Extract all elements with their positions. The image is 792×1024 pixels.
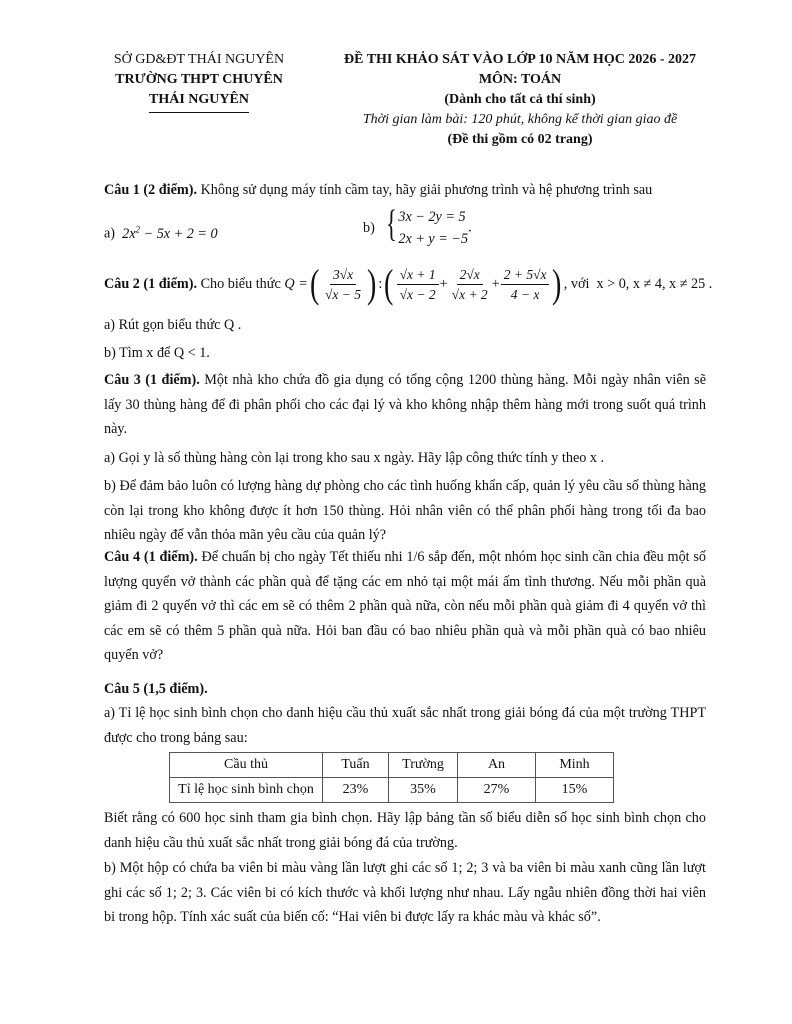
- department-name: SỞ GD&ĐT THÁI NGUYÊN: [113, 52, 285, 67]
- brace-icon: {: [386, 203, 398, 245]
- system-eq-1: 3x − 2y = 5: [398, 209, 466, 225]
- fraction-4-num: 2 + 5√x: [501, 266, 550, 285]
- table-header-cell: Trường: [389, 753, 458, 778]
- question-1a-equation: [122, 226, 218, 242]
- question-5a-task: Biết rằng có 600 học sinh tham gia bình chọn. Hãy lập bảng tần số biểu diễn số học sinh bình chọn cho danh hiệu cầu thủ xuất sắc nhất trong giải bóng đá của trường.: [104, 810, 706, 851]
- q-variable: Q =: [284, 275, 308, 292]
- table-header-cell: Cầu thủ: [170, 753, 323, 778]
- question-1: [104, 179, 706, 201]
- table-cell: 35%: [389, 778, 458, 803]
- question-3-text: Một nhà kho chứa đồ gia dụng có tổng cộng 1200 thùng hàng. Mỗi ngày nhân viên sẽ lấy 30 thùng hàng để đi phân phối cho các đại lý và kho không nhập thêm hàng mới trong suốt quá trình này.: [104, 372, 706, 437]
- question-3: [104, 368, 706, 442]
- right-paren: ): [367, 261, 377, 306]
- plus-sign: +: [491, 275, 500, 292]
- question-1a-label: a): [104, 225, 116, 242]
- question-5b: b) Một hộp có chứa ba viên bi màu vàng lần lượt ghi các số 1; 2; 3 và ba viên bi màu xanh cũng lần lượt ghi các số 1; 2; 3. Các viên bi có kích thước và khối lượng như nhau. Lấy ngẫu nhiên đồng thời hai viên bi trong hộp. Tính xác suất của biến cố: “Hai viên bi được lấy ra khác màu và khác số”.: [104, 860, 706, 925]
- question-3-label: Câu 3 (1 điểm).: [104, 372, 200, 388]
- exam-header: [320, 50, 720, 150]
- equation-system: [386, 203, 469, 250]
- fraction-3: [449, 266, 491, 303]
- exam-audience: (Dành cho tất cả thí sinh): [444, 92, 596, 107]
- divide-sign: :: [378, 275, 383, 292]
- question-1a: [104, 218, 218, 245]
- exam-pages: (Đề thi gồm có 02 trang): [447, 132, 593, 147]
- question-2b: b) Tìm x để Q < 1.: [104, 345, 210, 361]
- question-4: [104, 545, 706, 668]
- question-5-label: Câu 5 (1,5 điểm).: [104, 681, 208, 697]
- fraction-4-den: 4 − x: [510, 286, 540, 302]
- question-1b-label: b): [363, 219, 375, 236]
- table-cell: 27%: [458, 778, 536, 803]
- system-eq-2: 2x + y = −5: [398, 231, 469, 247]
- fraction-2-den: √x − 2: [399, 286, 436, 302]
- fraction-1-num: 3√x: [330, 266, 356, 285]
- question-2: [104, 259, 712, 309]
- table-header-cell: An: [458, 753, 536, 778]
- school-header: [92, 50, 306, 113]
- question-2-label: Câu 2 (1 điểm).: [104, 275, 198, 292]
- left-paren: (: [384, 261, 394, 306]
- question-2a: a) Rút gọn biểu thức Q .: [104, 317, 242, 333]
- left-paren: (: [309, 261, 320, 306]
- question-1-text: Không sử dụng máy tính cầm tay, hãy giải phương trình và hệ phương trình sau: [197, 182, 653, 198]
- exam-title: ĐỀ THI KHẢO SÁT VÀO LỚP 10 NĂM HỌC 2026 - 2027: [344, 52, 696, 67]
- question-3b: b) Để đảm bảo luôn có lượng hàng dự phòng cho các tình huống khẩn cấp, quản lý yêu cầu số thùng hàng còn lại trong kho không được ít hơn 150 thùng. Hỏi nhân viên có thể phân phối hàng trong tối đa bao nhiêu ngày để vẫn thỏa mãn yêu cầu của quản lý?: [104, 478, 706, 543]
- table-cell: Tỉ lệ học sinh bình chọn: [170, 778, 323, 803]
- fraction-2-num: √x + 1: [397, 266, 439, 285]
- table-header-cell: Tuấn: [323, 753, 389, 778]
- right-paren: ): [552, 261, 562, 306]
- fraction-1-den: √x − 5: [325, 286, 362, 302]
- fraction-4: [501, 266, 550, 303]
- eq-rest: − 5x + 2 = 0: [140, 225, 218, 242]
- table-cell: 23%: [323, 778, 389, 803]
- table-header-row: [170, 753, 614, 778]
- fraction-3-num: 2√x: [457, 266, 483, 285]
- question-3a: a) Gọi y là số thùng hàng còn lại trong kho sau x ngày. Hãy lập công thức tính y theo x .: [104, 450, 605, 466]
- table-cell: 15%: [536, 778, 614, 803]
- question-1b: b) { 3x − 2y = 5 2x + y = −5 .: [363, 206, 472, 250]
- fraction-1: [322, 266, 364, 303]
- vote-table: [169, 752, 614, 803]
- question-4-label: Câu 4 (1 điểm).: [104, 549, 198, 565]
- question-2-condition: , với x > 0, x ≠ 4, x ≠ 25 .: [563, 275, 713, 292]
- plus-sign: +: [439, 275, 448, 292]
- table-row: [170, 778, 614, 803]
- question-5a-intro: a) Tỉ lệ học sinh bình chọn cho danh hiệu cầu thủ xuất sắc nhất trong giải bóng đá của một trường THPT được cho trong bảng sau:: [104, 705, 706, 746]
- school-name-line2: THÁI NGUYÊN: [149, 90, 249, 113]
- fraction-2: [397, 266, 439, 303]
- exam-subject: MÔN: TOÁN: [478, 72, 562, 87]
- eq-exponent: 2: [135, 224, 141, 234]
- school-name-line1: TRƯỜNG THPT CHUYÊN: [115, 72, 283, 87]
- fraction-3-den: √x + 2: [451, 286, 488, 302]
- question-1-label: Câu 1 (2 điểm).: [104, 182, 198, 198]
- table-header-cell: Minh: [536, 753, 614, 778]
- question-4-text: Để chuẩn bị cho ngày Tết thiếu nhi 1/6 sắp đến, một nhóm học sinh cần chia đều một số lượng quyển vở thành các phần quà để tặng các em nhỏ tại một mái ấm tình thương. Nếu mỗi phần quà giảm đi 2 quyển vở thì các em sẽ có thêm 2 phần quà nữa, còn nếu mỗi phần quà giảm đi 4 quyển vở thì các em sẽ có thêm 5 phần quà nữa. Hỏi ban đầu có bao nhiêu phần quà và mỗi phần quà có bao nhiêu quyển vở?: [104, 549, 706, 663]
- exam-time: Thời gian làm bài: 120 phút, không kể thời gian giao đề: [362, 112, 678, 127]
- eq-term: 2x: [122, 225, 136, 242]
- question-2-text: Cho biểu thức: [197, 275, 285, 292]
